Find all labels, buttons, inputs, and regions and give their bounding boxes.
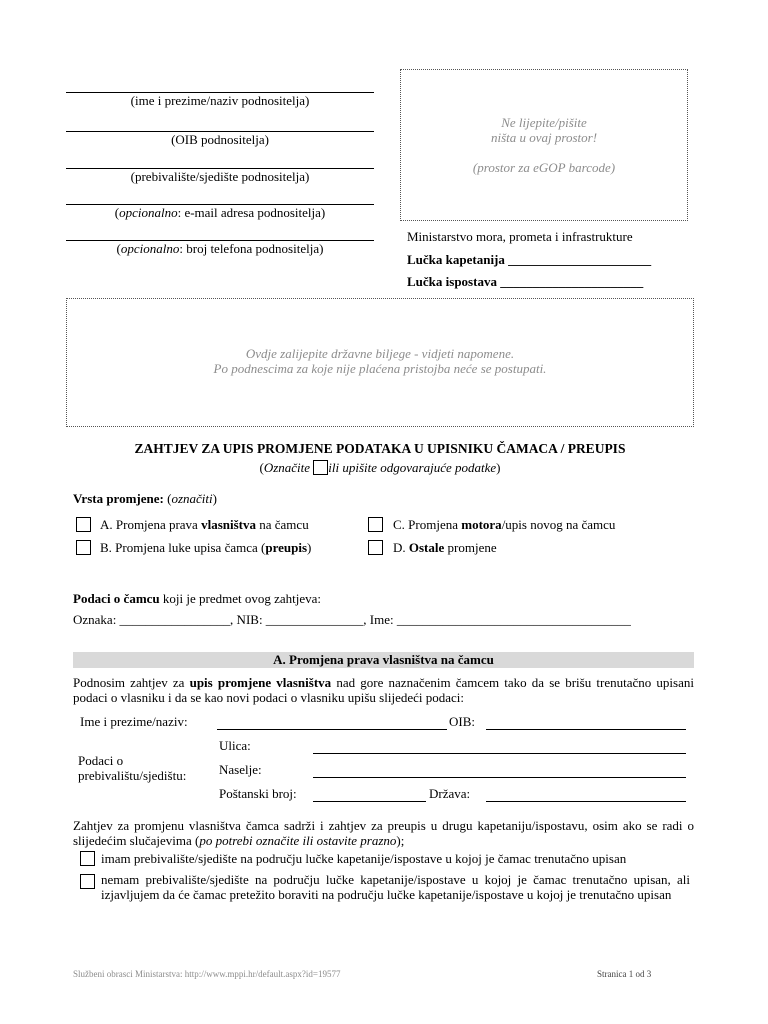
stamps-instruction-line1: Ovdje zalijepite državne biljege - vidjeti napomene. [245, 346, 515, 361]
owner-residence-label: Podaci o prebivalištu/sjedištu: [78, 753, 187, 783]
owner-postcode-input[interactable] [313, 801, 426, 802]
owner-oib-input[interactable] [486, 729, 686, 730]
subtitle-fill-text: ili upišite odgovarajuće podatke [328, 460, 497, 475]
ministry-name: Ministarstvo mora, prometa i infrastrukture [407, 229, 633, 244]
form-title: ZAHTJEV ZA UPIS PROMJENE PODATAKA U UPISNIKU ČAMACA / PREUPIS [134, 441, 626, 456]
barcode-warning-line2: ništa u ovaj prostor! [490, 130, 598, 145]
branch-office-field[interactable]: ______________________ [500, 274, 644, 289]
email-optional-label: opcionalno [119, 205, 178, 220]
footer-page-number: Stranica 1 od 3 [597, 969, 652, 979]
checkbox-option-d[interactable] [368, 540, 383, 555]
change-type-heading: Vrsta promjene: (označiti) [73, 491, 217, 506]
barcode-warning-line1: Ne lijepite/pišite [501, 115, 587, 130]
stamps-instruction-line2: Po podnescima za koje nije plaćena pristojba neće se postupati. [213, 361, 547, 376]
stamps-area [66, 298, 694, 427]
change-type-hint: označiti [171, 491, 213, 506]
owner-country-label: Država: [429, 786, 471, 801]
harbor-master-field[interactable]: ______________________ [508, 252, 652, 267]
harbor-master-row [407, 252, 651, 268]
subtitle-checkbox-sample [313, 460, 328, 475]
owner-settlement-input[interactable] [313, 777, 686, 778]
owner-oib-label: OIB: [449, 714, 475, 729]
checkbox-residence-declaration[interactable] [80, 874, 95, 889]
branch-office-label: Lučka ispostava [407, 274, 497, 289]
transfer-note: Zahtjev za promjenu vlasništva čamca sadrži i zahtjev za preupis u drugu kapetaniju/ispostavu, osim ako se radi o slijedećim slučajevima (po potrebi označite ili ostavite prazno); [73, 818, 694, 848]
boat-heading: Podaci o čamcu koji je predmet ovog zahtjeva: [73, 591, 322, 606]
footer-source: Službeni obrasci Ministarstva: http://www.mppi.hr/default.aspx?id=19577 [73, 969, 341, 979]
applicant-name-caption: (ime i prezime/naziv podnositelja) [130, 93, 310, 108]
email-caption-text: : e-mail adresa podnositelja) [177, 205, 326, 220]
phone-caption-text: : broj telefona podnositelja) [179, 241, 324, 256]
owner-name-label: Ime i prezime/naziv: [80, 714, 188, 729]
option-b-label: B. Promjena luke upisa čamca (preupis) [100, 540, 312, 555]
section-a-intro: Podnosim zahtjev za upis promjene vlasništva nad gore naznačenim čamcem tako da se brišu trenutačno upisani podaci o vlasniku i da se kao novi podaci o vlasniku upišu slijedeći podaci: [73, 675, 694, 705]
residence-same-label: imam prebivalište/sjedište na području lučke kapetanije/ispostave u kojoj je čamac trenutačno upisan [101, 851, 627, 866]
option-a-label: A. Promjena prava vlasništva na čamcu [100, 517, 309, 532]
barcode-area [400, 69, 688, 221]
residence-declaration-label: nemam prebivalište/sjedište na području lučke kapetanije/ispostave u kojoj je čamac trenutačno upisan, ali izjavljujem da će čamac pretežito boraviti na području lučke kapetanije/ispostave u kojoj je trenutačno upisan [101, 872, 690, 902]
checkbox-option-a[interactable] [76, 517, 91, 532]
owner-settlement-label: Naselje: [219, 762, 262, 777]
change-type-label: Vrsta promjene: [73, 491, 164, 506]
owner-name-input[interactable] [217, 729, 447, 730]
checkbox-option-b[interactable] [76, 540, 91, 555]
checkbox-residence-same[interactable] [80, 851, 95, 866]
owner-street-label: Ulica: [219, 738, 251, 753]
applicant-oib-caption: (OIB podnositelja) [171, 132, 269, 147]
owner-street-input[interactable] [313, 753, 686, 754]
phone-optional-label: opcionalno [120, 241, 180, 256]
option-d-label: D. Ostale promjene [393, 540, 497, 555]
owner-postcode-label: Poštanski broj: [219, 786, 297, 801]
harbor-master-label: Lučka kapetanija [407, 252, 505, 267]
form-subtitle: (Označite ili upišite odgovarajuće podatke) [259, 460, 501, 475]
section-a-title: A. Promjena prava vlasništva na čamcu [73, 652, 694, 668]
barcode-placeholder-label: (prostor za eGOP barcode) [472, 160, 616, 175]
subtitle-mark-text: Označite [263, 460, 311, 475]
owner-country-input[interactable] [486, 801, 686, 802]
applicant-email-caption: (opcionalno: e-mail adresa podnositelja) [114, 205, 326, 220]
applicant-phone-caption: (opcionalno: broj telefona podnositelja) [116, 241, 324, 256]
applicant-residence-caption: (prebivalište/sjedište podnositelja) [130, 169, 310, 184]
branch-office-row [407, 274, 643, 290]
option-c-label: C. Promjena motora/upis novog na čamcu [393, 517, 616, 532]
boat-fields-line[interactable]: Oznaka: _________________, NIB: _______________, Ime: ____________________________________ [73, 612, 631, 627]
checkbox-option-c[interactable] [368, 517, 383, 532]
